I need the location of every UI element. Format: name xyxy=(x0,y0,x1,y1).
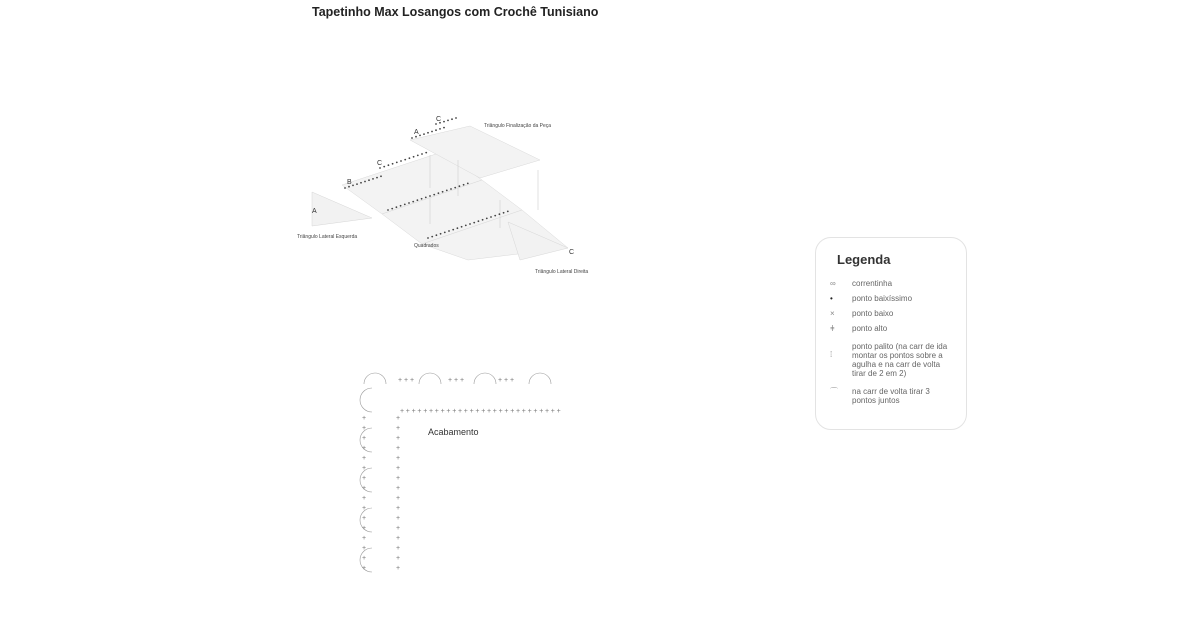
stitch-dot xyxy=(417,155,419,157)
single-crochet-mark: + xyxy=(362,485,367,492)
shell-stitch xyxy=(529,373,551,384)
stitch-dot xyxy=(415,136,417,138)
stitch-dot xyxy=(380,175,382,177)
letter-c: C xyxy=(377,160,383,167)
stitch-dot xyxy=(490,216,492,218)
legend-text: correntinha xyxy=(852,279,893,288)
shell-stitch xyxy=(360,388,372,412)
stitch-dot xyxy=(443,121,445,123)
shell-stitch xyxy=(364,373,386,384)
stitch-dot xyxy=(368,179,370,181)
single-crochet-mark: + xyxy=(504,408,509,415)
stitch-dot xyxy=(473,222,475,224)
stitch-dot xyxy=(438,192,440,194)
diamond-diagram xyxy=(297,116,588,275)
single-crochet-mark: + xyxy=(423,408,428,415)
single-crochet-mark: + xyxy=(396,415,401,422)
stitch-dot xyxy=(411,137,413,139)
legend-text: ponto alto xyxy=(852,324,888,333)
stitch-dot xyxy=(431,236,433,238)
single-crochet-mark: + xyxy=(396,425,401,432)
stitch-dot xyxy=(503,212,505,214)
single-crochet-mark: + xyxy=(498,408,503,415)
legend-item xyxy=(830,279,892,288)
single-crochet-mark: + xyxy=(460,377,465,384)
stitch-dot xyxy=(499,213,501,215)
single-crochet-mark: + xyxy=(396,465,401,472)
stitch-dot xyxy=(413,156,415,158)
stitch-dot xyxy=(419,135,421,137)
single-crochet-mark: + xyxy=(362,495,367,502)
stitch-dot xyxy=(417,199,419,201)
letter-c2: C xyxy=(436,116,442,123)
stitch-dot xyxy=(421,198,423,200)
stitch-dot xyxy=(425,197,427,199)
slip-stitch-icon: • xyxy=(830,294,833,303)
double-crochet-icon: ǂ xyxy=(830,324,835,333)
stitch-dot xyxy=(400,205,402,207)
single-crochet-mark: + xyxy=(481,408,486,415)
single-crochet-mark: + xyxy=(400,408,405,415)
stitch-dot xyxy=(451,118,453,120)
single-crochet-mark: + xyxy=(475,408,480,415)
stitch-dot xyxy=(459,185,461,187)
stitch-dot xyxy=(348,186,350,188)
stitch-dot xyxy=(383,166,385,168)
stitch-dot xyxy=(455,117,457,119)
single-crochet-mark: + xyxy=(362,445,367,452)
stitch-dot xyxy=(444,232,446,234)
stitch-dot xyxy=(457,227,459,229)
single-crochet-mark: + xyxy=(504,377,509,384)
legend-text: ponto palito (na carr de ida montar os pontos sobre a agulha e na carr de volta tirar de 2 em 2) xyxy=(852,342,948,378)
stitch-dot xyxy=(467,183,469,185)
stitch-dot xyxy=(436,234,438,236)
stitch-dot xyxy=(344,187,346,189)
single-crochet-mark: + xyxy=(550,408,555,415)
stitch-dot xyxy=(433,194,435,196)
single-crochet-mark: + xyxy=(539,408,544,415)
single-crochet-mark: + xyxy=(362,565,367,572)
legend-item xyxy=(830,387,954,405)
single-crochet-mark: + xyxy=(463,408,468,415)
legend-item xyxy=(830,294,912,303)
single-crochet-mark: + xyxy=(545,408,550,415)
legend-item xyxy=(830,324,887,333)
stitch-dot xyxy=(507,211,509,213)
stitch-dot xyxy=(427,237,429,239)
finishing-border-diagram xyxy=(360,373,561,572)
single-crochet-mark: + xyxy=(498,377,503,384)
stitch-dot xyxy=(465,225,467,227)
single-crochet-mark: + xyxy=(362,425,367,432)
single-crochet-mark: + xyxy=(411,408,416,415)
shell-stitch xyxy=(474,373,496,384)
stitch-dot xyxy=(404,204,406,206)
single-crochet-mark: + xyxy=(429,408,434,415)
single-crochet-mark: + xyxy=(396,505,401,512)
stitch-dot xyxy=(421,153,423,155)
tunisian-stitch-icon: ⁞ xyxy=(830,350,833,359)
stitch-dot xyxy=(360,182,362,184)
single-crochet-icon: × xyxy=(830,309,835,318)
stitch-dot xyxy=(450,188,452,190)
single-crochet-mark: + xyxy=(396,445,401,452)
single-crochet-mark: + xyxy=(362,465,367,472)
stitch-dot xyxy=(392,163,394,165)
letter-a: A xyxy=(312,208,317,215)
single-crochet-mark: + xyxy=(396,515,401,522)
letter-a2: A xyxy=(414,129,419,136)
single-crochet-mark: + xyxy=(362,505,367,512)
single-crochet-mark: + xyxy=(396,525,401,532)
single-crochet-mark: + xyxy=(404,377,409,384)
stitch-dot xyxy=(427,132,429,134)
decrease-icon: ⌒ xyxy=(830,387,838,396)
single-crochet-mark: + xyxy=(556,408,561,415)
single-crochet-mark: + xyxy=(510,408,515,415)
single-crochet-mark: + xyxy=(396,565,401,572)
legend-title: Legenda xyxy=(837,252,891,267)
stitch-dot xyxy=(469,223,471,225)
single-crochet-mark: + xyxy=(362,475,367,482)
legend-text: ponto baixo xyxy=(852,309,894,318)
single-crochet-mark: + xyxy=(487,408,492,415)
single-crochet-mark: + xyxy=(362,515,367,522)
single-crochet-mark: + xyxy=(396,455,401,462)
single-crochet-mark: + xyxy=(516,408,521,415)
single-crochet-mark: + xyxy=(396,535,401,542)
stitch-dot xyxy=(387,209,389,211)
stitch-dot xyxy=(439,128,441,130)
chain-stitch-icon: ∞ xyxy=(830,279,836,288)
letter-c3: C xyxy=(569,249,575,256)
label-finishing-triangle: Triângulo Finalização da Peça xyxy=(484,123,552,129)
letter-b: B xyxy=(347,179,352,186)
stitch-dot xyxy=(435,129,437,131)
stitch-dot xyxy=(486,218,488,220)
legend-item xyxy=(830,309,893,318)
stitch-dot xyxy=(482,219,484,221)
single-crochet-mark: + xyxy=(446,408,451,415)
stitch-dot xyxy=(435,123,437,125)
legend-text: ponto baixíssimo xyxy=(852,294,913,303)
label-right-triangle: Triângulo Lateral Direita xyxy=(535,269,589,275)
stitch-dot xyxy=(425,152,427,154)
stitch-dot xyxy=(440,233,442,235)
single-crochet-mark: + xyxy=(492,408,497,415)
stitch-dot xyxy=(431,131,433,133)
stitch-dot xyxy=(396,206,398,208)
stitch-dot xyxy=(412,201,414,203)
single-crochet-mark: + xyxy=(533,408,538,415)
stitch-dot xyxy=(400,160,402,162)
single-crochet-mark: + xyxy=(452,408,457,415)
single-crochet-mark: + xyxy=(454,377,459,384)
single-crochet-mark: + xyxy=(396,475,401,482)
stitch-dot xyxy=(388,164,390,166)
single-crochet-mark: + xyxy=(396,435,401,442)
stitch-dot xyxy=(443,127,445,129)
legend-item xyxy=(830,342,954,378)
stitch-dot xyxy=(379,167,381,169)
stitch-dot xyxy=(454,187,456,189)
stitch-dot xyxy=(452,229,454,231)
legend-box xyxy=(815,237,967,430)
single-crochet-mark: + xyxy=(469,408,474,415)
stitch-dot xyxy=(494,215,496,217)
stitch-dot xyxy=(352,185,354,187)
single-crochet-mark: + xyxy=(396,555,401,562)
page-title: Tapetinho Max Losangos com Crochê Tunisiano xyxy=(312,5,599,19)
single-crochet-mark: + xyxy=(510,377,515,384)
stitch-dot xyxy=(372,178,374,180)
single-crochet-mark: + xyxy=(527,408,532,415)
label-left-triangle: Triângulo Lateral Esquerda xyxy=(297,234,358,240)
single-crochet-mark: + xyxy=(405,408,410,415)
stitch-dot xyxy=(442,191,444,193)
single-crochet-mark: + xyxy=(362,535,367,542)
shell-stitch xyxy=(419,373,441,384)
single-crochet-mark: + xyxy=(440,408,445,415)
stitch-dot xyxy=(447,120,449,122)
single-crochet-mark: + xyxy=(362,555,367,562)
single-crochet-mark: + xyxy=(410,377,415,384)
single-crochet-mark: + xyxy=(398,377,403,384)
legend-text: na carr de volta tirar 3 pontos juntos xyxy=(852,387,930,405)
stitch-dot xyxy=(478,220,480,222)
stitch-dot xyxy=(408,202,410,204)
stitch-dot xyxy=(356,183,358,185)
stitch-dot xyxy=(429,195,431,197)
stitch-dot xyxy=(463,184,465,186)
stitch-dot xyxy=(423,133,425,135)
stitch-dot xyxy=(376,177,378,179)
stitch-dot xyxy=(409,157,411,159)
stitch-dot xyxy=(396,162,398,164)
stitch-dot xyxy=(391,208,393,210)
single-crochet-mark: + xyxy=(362,525,367,532)
stitch-dot xyxy=(461,226,463,228)
stitch-dot xyxy=(446,190,448,192)
single-crochet-mark: + xyxy=(396,485,401,492)
stitch-dot xyxy=(404,159,406,161)
single-crochet-mark: + xyxy=(362,545,367,552)
single-crochet-mark: + xyxy=(396,495,401,502)
stitch-dot xyxy=(364,181,366,183)
label-squares: Quadrados xyxy=(414,243,439,249)
single-crochet-mark: + xyxy=(362,455,367,462)
single-crochet-mark: + xyxy=(362,415,367,422)
single-crochet-mark: + xyxy=(417,408,422,415)
single-crochet-mark: + xyxy=(362,435,367,442)
single-crochet-mark: + xyxy=(521,408,526,415)
stitch-dot xyxy=(448,230,450,232)
single-crochet-mark: + xyxy=(448,377,453,384)
single-crochet-mark: + xyxy=(396,545,401,552)
single-crochet-mark: + xyxy=(458,408,463,415)
single-crochet-mark: + xyxy=(434,408,439,415)
finishing-label: Acabamento xyxy=(428,427,479,437)
